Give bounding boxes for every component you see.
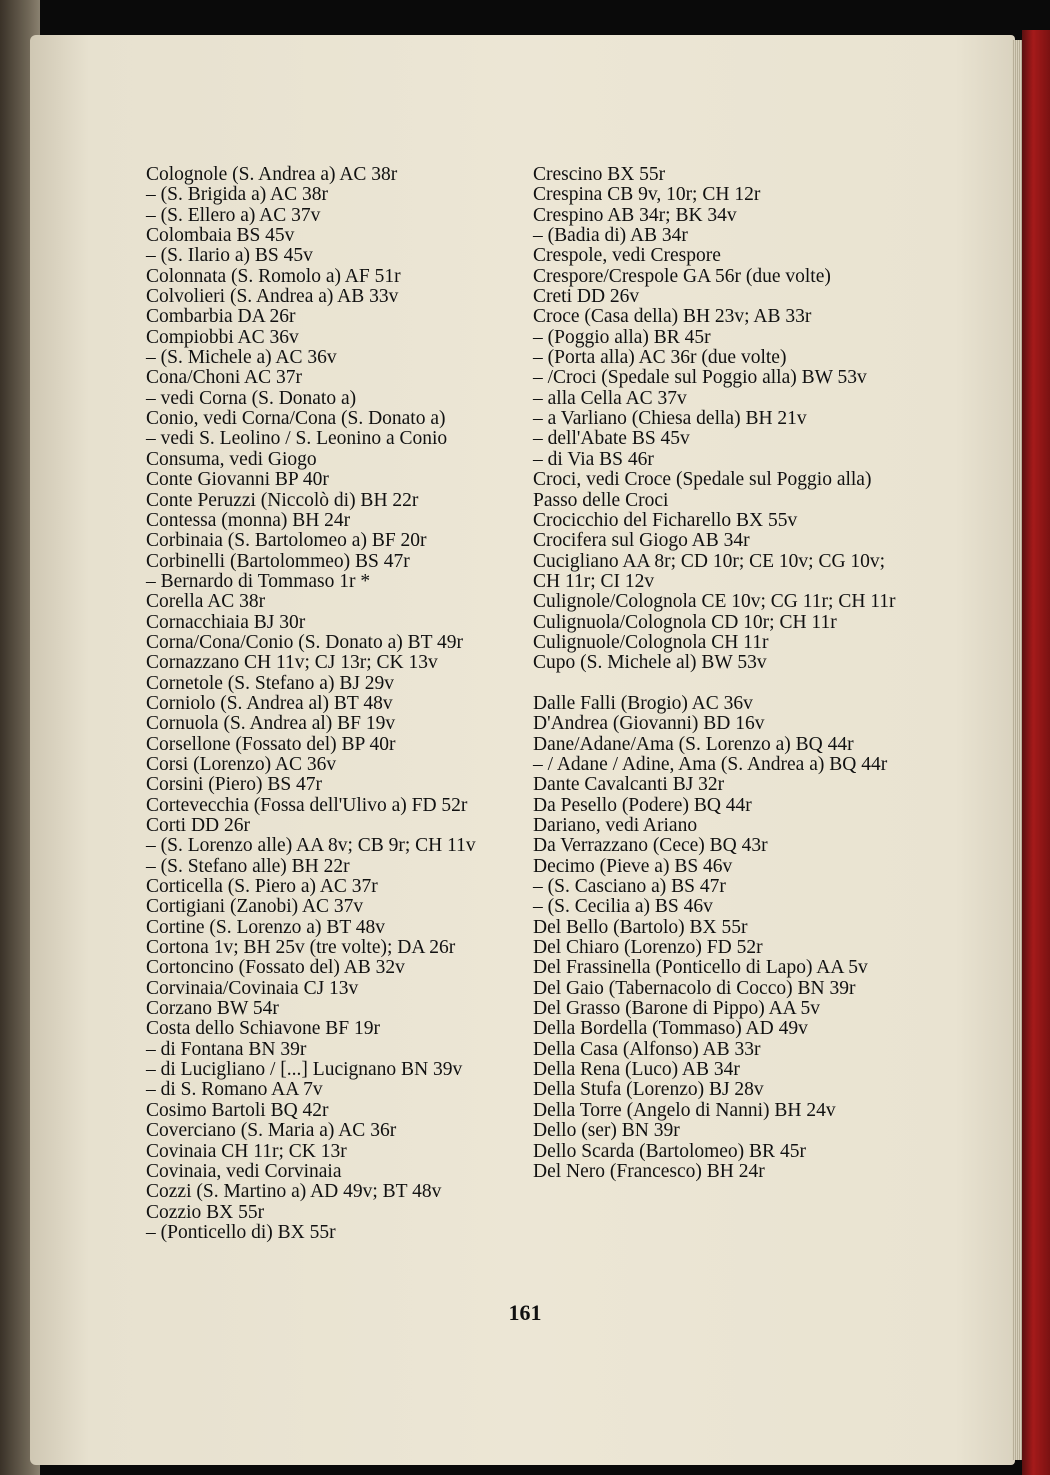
index-entry: Del Gaio (Tabernacolo di Cocco) BN 39r [533, 977, 856, 999]
index-entry: Crocicchio del Ficharello BX 55v [533, 509, 798, 531]
index-column-right [533, 165, 896, 1182]
index-entry: Dello Scarda (Bartolomeo) BR 45r [533, 1140, 806, 1162]
index-entry: Corella AC 38r [146, 591, 266, 613]
index-entry: Cortona 1v; BH 25v (tre volte); DA 26r [146, 937, 456, 959]
index-entry: Crespole, vedi Crespore [533, 245, 721, 267]
index-entry: Crescino BX 55r [533, 164, 666, 185]
index-entry: Covinaia, vedi Corvinaia [146, 1160, 342, 1182]
index-entry: Della Stufa (Lorenzo) BJ 28v [533, 1079, 764, 1101]
page-number: 161 [508, 1300, 542, 1325]
index-entry: Culignole/Colognola CE 10v; CG 11r; CH 11r [533, 591, 896, 613]
index-entry: Crespore/Crespole GA 56r (due volte) [533, 265, 831, 287]
index-entry: Dello (ser) BN 39r [533, 1120, 680, 1142]
index-entry: Corzano BW 54r [146, 998, 279, 1020]
index-entry: Della Casa (Alfonso) AB 33r [533, 1038, 761, 1060]
index-entry: – a Varliano (Chiesa della) BH 21v [533, 408, 807, 430]
book-cover-edge [1022, 30, 1050, 1475]
index-entry: Corna/Cona/Conio (S. Donato a) BT 49r [146, 631, 464, 653]
index-entry: Cozzio BX 55r [146, 1201, 265, 1223]
index-column-left [146, 165, 510, 1243]
index-entry: Dane/Adane/Ama (S. Lorenzo a) BQ 44r [533, 733, 854, 755]
index-entry: Crespino AB 34r; BK 34v [533, 204, 737, 226]
index-entry: Colonnata (S. Romolo a) AF 51r [146, 265, 401, 287]
index-entry: – (Porta alla) AC 36r (due volte) [533, 347, 787, 369]
index-entry: Da Verrazzano (Cece) BQ 43r [533, 835, 768, 857]
index-entry: Cosimo Bartoli BQ 42r [146, 1099, 329, 1121]
index-entry: Corvinaia/Covinaia CJ 13v [146, 977, 359, 999]
index-entry: Cortoncino (Fossato del) AB 32v [146, 957, 405, 979]
index-entry: Corsini (Piero) BS 47r [146, 774, 323, 796]
index-entry: Dalle Falli (Brogio) AC 36v [533, 692, 753, 714]
index-entry: Conte Peruzzi (Niccolò di) BH 22r [146, 489, 419, 511]
index-entry: Consuma, vedi Giogo [146, 448, 317, 470]
index-entry: Covinaia CH 11r; CK 13r [146, 1140, 347, 1162]
index-entry: – Bernardo di Tommaso 1r * [146, 570, 371, 592]
index-entry: Combarbia DA 26r [146, 306, 296, 328]
index-entry: Costa dello Schiavone BF 19r [146, 1018, 380, 1040]
index-entry: – (S. Ellero a) AC 37v [146, 204, 321, 226]
index-entry: – di Via BS 46r [533, 448, 654, 470]
index-entry: Dante Cavalcanti BJ 32r [533, 774, 725, 796]
index-entry: Corniolo (S. Andrea al) BT 48v [146, 692, 393, 714]
index-entry: Corticella (S. Piero a) AC 37r [146, 876, 378, 898]
index-entry: Cona/Choni AC 37r [146, 367, 303, 389]
index-entry: – di Lucigliano / [...] Lucignano BN 39v [146, 1059, 463, 1081]
index-entry: Del Nero (Francesco) BH 24r [533, 1160, 765, 1182]
index-entry: Cornacchiaia BJ 30r [146, 611, 306, 633]
index-entry: Dariano, vedi Ariano [533, 815, 698, 836]
index-entry: – (S. Ilario a) BS 45v [146, 245, 313, 267]
index-entry: Cortine (S. Lorenzo a) BT 48v [146, 916, 386, 938]
index-entry: – /Croci (Spedale sul Poggio alla) BW 53v [533, 367, 867, 389]
index-entry: Conio, vedi Corna/Cona (S. Donato a) [146, 408, 446, 430]
index-entry: Croci, vedi Croce (Spedale sul Poggio alla) Passo delle Croci [533, 469, 872, 511]
index-entry: – (S. Michele a) AC 36v [146, 347, 337, 369]
index-entry: Conte Giovanni BP 40r [146, 469, 329, 491]
index-entry: Cucigliano AA 8r; CD 10r; CE 10v; CG 10v; CH 11r; CI 12v [533, 550, 886, 592]
index-entry: Colognole (S. Andrea a) AC 38r [146, 164, 398, 185]
index-entry: Del Grasso (Barone di Pippo) AA 5v [533, 998, 821, 1020]
index-entry: Corbinelli (Bartolommeo) BS 47r [146, 550, 410, 572]
index-entry: Cozzi (S. Martino a) AD 49v; BT 48v [146, 1181, 442, 1203]
index-entry: – / Adane / Adine, Ama (S. Andrea a) BQ 44r [533, 753, 888, 775]
index-entry: Del Bello (Bartolo) BX 55r [533, 916, 748, 938]
index-entry: – (Poggio alla) BR 45r [533, 326, 711, 348]
index-entry: – vedi S. Leolino / S. Leonino a Conio [146, 428, 448, 450]
index-entry: Della Torre (Angelo di Nanni) BH 24v [533, 1099, 836, 1121]
index-entry: Colombaia BS 45v [146, 225, 295, 247]
index-entry: Cortevecchia (Fossa dell'Ulivo a) FD 52r [146, 794, 468, 816]
index-entry: – (Ponticello di) BX 55r [146, 1221, 336, 1243]
index-entry: D'Andrea (Giovanni) BD 16v [533, 713, 765, 735]
index-entry: Corsi (Lorenzo) AC 36v [146, 753, 337, 775]
index-entry: – di S. Romano AA 7v [146, 1079, 323, 1101]
index-entry: Decimo (Pieve a) BS 46v [533, 855, 733, 877]
index-entry: Cornazzano CH 11v; CJ 13r; CK 13v [146, 652, 438, 674]
index-entry: Crocifera sul Giogo AB 34r [533, 530, 750, 552]
index-entry: Da Pesello (Podere) BQ 44r [533, 794, 752, 816]
index-entry: – (S. Casciano a) BS 47r [533, 876, 726, 898]
index-entry: – di Fontana BN 39r [146, 1038, 307, 1060]
index-entry: – (S. Brigida a) AC 38r [146, 184, 328, 206]
index-entry: Corti DD 26r [146, 815, 250, 836]
index-entry: Culignuola/Colognola CD 10r; CH 11r [533, 611, 837, 633]
index-entry: – alla Cella AC 37v [533, 387, 687, 409]
index-entry: – (Badia di) AB 34r [533, 225, 688, 247]
index-entry: Del Chiaro (Lorenzo) FD 52r [533, 937, 763, 959]
index-entry: Contessa (monna) BH 24r [146, 509, 351, 531]
index-entry: Della Bordella (Tommaso) AD 49v [533, 1018, 808, 1040]
index-entry: Corsellone (Fossato del) BP 40r [146, 733, 396, 755]
index-entry: Cupo (S. Michele al) BW 53v [533, 652, 767, 674]
index-entry: Colvolieri (S. Andrea a) AB 33v [146, 286, 399, 308]
index-entry: – (S. Lorenzo alle) AA 8v; CB 9r; CH 11v [146, 835, 476, 857]
index-entry: Coverciano (S. Maria a) AC 36r [146, 1120, 397, 1142]
index-entry: – (S. Stefano alle) BH 22r [146, 855, 350, 877]
index-entry: – vedi Corna (S. Donato a) [146, 387, 357, 409]
page-edges [1012, 40, 1022, 1460]
index-entry: Della Rena (Luco) AB 34r [533, 1059, 740, 1081]
index-entry: Croce (Casa della) BH 23v; AB 33r [533, 306, 812, 328]
index-entry: Cortigiani (Zanobi) AC 37v [146, 896, 364, 918]
index-entry: Cornetole (S. Stefano a) BJ 29v [146, 672, 395, 694]
index-entry: Cornuola (S. Andrea al) BF 19v [146, 713, 396, 735]
index-entry: Creti DD 26v [533, 286, 640, 308]
index-entry: – dell'Abate BS 45v [533, 428, 690, 450]
index-entry: – (S. Cecilia a) BS 46v [533, 896, 713, 918]
index-entry: Culignuole/Colognola CH 11r [533, 631, 769, 653]
index-entry: Compiobbi AC 36v [146, 326, 299, 348]
index-entry: Crespina CB 9v, 10r; CH 12r [533, 184, 761, 206]
index-entry: Corbinaia (S. Bartolomeo a) BF 20r [146, 530, 427, 552]
index-entry: Del Frassinella (Ponticello di Lapo) AA 5v [533, 957, 868, 979]
